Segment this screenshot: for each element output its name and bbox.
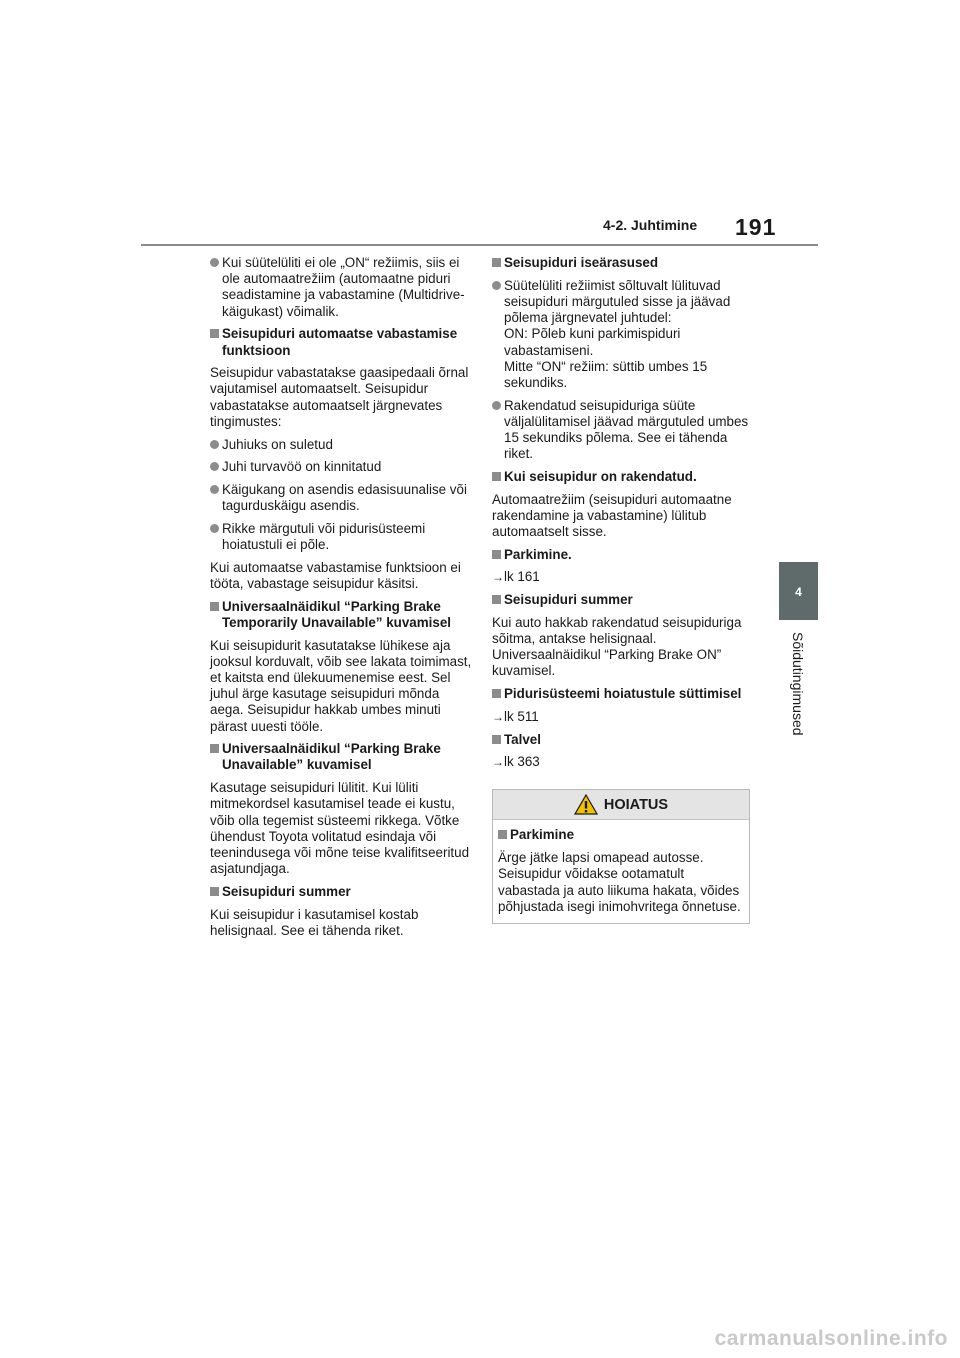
header-rule xyxy=(141,244,818,246)
arrow-right-icon: → xyxy=(492,570,504,585)
section-heading: Pidurisüsteemi hoiatustule süttimisel xyxy=(492,686,758,702)
section-heading: Parkimine. xyxy=(492,547,758,563)
paragraph: Kui auto hakkab rakendatud seisupiduriga sõitma, antakse helisignaal. Universaalnäidikul “Parking Brake ON” kuvamisel. xyxy=(492,614,742,679)
left-column xyxy=(210,255,472,946)
list-item: Rikke märgutuli või pidurisüsteemi hoiatustuli ei põle. xyxy=(210,521,472,553)
paragraph: Kui seisupidurit kasutatakse lühikese aja jooksul korduvalt, võib see lakata toimimast, et kaitsta end ülekuumenemise eest. Sel juhul ärge kasutage seisupiduri mõnda aega. Seisupidur hakkab umbes minuti pärast uuesti tööle. xyxy=(210,637,472,734)
paragraph: Seisupidur vabastatakse gaasipedaali õrnal vajutamisel automaatselt. Seisupidur vabastatakse automaatselt järgnevates tingimustes: xyxy=(210,365,469,429)
list-item: Käigukang on asendis edasisuunalise või tagurduskäigu asendis. xyxy=(210,482,472,514)
section-heading: Universaalnäidikul “Parking Brake Temporarily Unavailable” kuvamisel xyxy=(210,599,472,631)
page-reference[interactable] xyxy=(492,709,758,725)
list-item: Juhi turvavöö on kinnitatud xyxy=(210,459,472,475)
chapter-label xyxy=(790,632,808,742)
section-title: 4-2. Juhtimine xyxy=(603,217,698,233)
section-heading: Seisupiduri summer xyxy=(492,592,758,608)
warning-box xyxy=(492,789,750,924)
arrow-right-icon: → xyxy=(492,755,504,770)
warning-title: HOIATUS xyxy=(603,796,669,813)
warning-triangle-icon xyxy=(574,794,598,815)
page-number: 191 xyxy=(735,214,777,240)
section-heading: Seisupiduri automaatse vabastamise funktsioon xyxy=(210,326,472,358)
section-heading: Kui seisupidur on rakendatud. xyxy=(492,469,758,485)
right-column xyxy=(492,255,758,924)
list-item: Juhiuks on suletud xyxy=(210,437,472,453)
chapter-label-text: Sõidutingimused xyxy=(790,632,806,736)
warning-text: Ärge jätke lapsi omapead autosse. Seisupidur võidakse ootamatult vabastada ja auto liikuma hakata, võides põhjustada isegi inimohvritega õnnetuse. xyxy=(498,850,741,914)
warning-content xyxy=(493,820,749,923)
paragraph: Kui seisupidur i kasutamisel kostab helisignaal. See ei tähenda riket. xyxy=(210,906,419,938)
paragraph: Automaatrežiim (seisupiduri automaatne rakendamine ja vabastamine) lülitub automaatselt sisse. xyxy=(492,491,732,540)
chapter-tab xyxy=(779,562,818,620)
reference-text: lk 363 xyxy=(504,754,540,770)
section-heading: Seisupiduri iseärasused xyxy=(492,255,758,271)
footer-watermark: carmanualsonline.info xyxy=(714,1327,948,1350)
warning-heading: Parkimine xyxy=(498,827,744,843)
section-heading: Seisupiduri summer xyxy=(210,884,472,900)
reference-text: lk 511 xyxy=(504,708,539,724)
reference-text: lk 161 xyxy=(504,569,540,585)
section-heading: Talvel xyxy=(492,732,758,748)
list-item: Kui süütelüliti ei ole „ON“ režiimis, siis ei ole automaatrežiim (automaatne piduri seadistamine ja vabastamine (Multidrive-käigukast) võimalik. xyxy=(210,255,472,320)
section-heading: Universaalnäidikul “Parking Brake Unavailable” kuvamisel xyxy=(210,741,472,773)
list-item: Rakendatud seisupiduriga süüte väljalülitamisel jäävad märgutuled umbes 15 sekundiks põlema. See ei tähenda riket. xyxy=(492,398,758,463)
page-reference[interactable] xyxy=(492,754,758,770)
arrow-right-icon: → xyxy=(492,709,504,724)
page-reference[interactable] xyxy=(492,569,758,585)
paragraph: Kasutage seisupiduri lülitit. Kui lüliti mitmekordsel kasutamisel teade ei kustu, võib olla tegemist süsteemi rikkega. Võtke ühendust Toyota volitatud esindaja või teenindusega või mõne teise kvalifitseeritud asjatundjaga. xyxy=(210,780,470,877)
paragraph: Kui automaatse vabastamise funktsioon ei tööta, vabastage seisupidur käsitsi. xyxy=(210,559,461,591)
list-item: Süütelüliti režiimist sõltuvalt lülituvad seisupiduri märgutuled sisse ja jäävad põlema järgnevatel juhtudel: ON: Põleb kuni parkimispiduri vabastamiseni. Mitte “ON“ režiim: süttib umbes 15 sekundiks. xyxy=(492,278,758,391)
chapter-number: 4 xyxy=(795,585,802,599)
warning-header xyxy=(493,790,749,820)
